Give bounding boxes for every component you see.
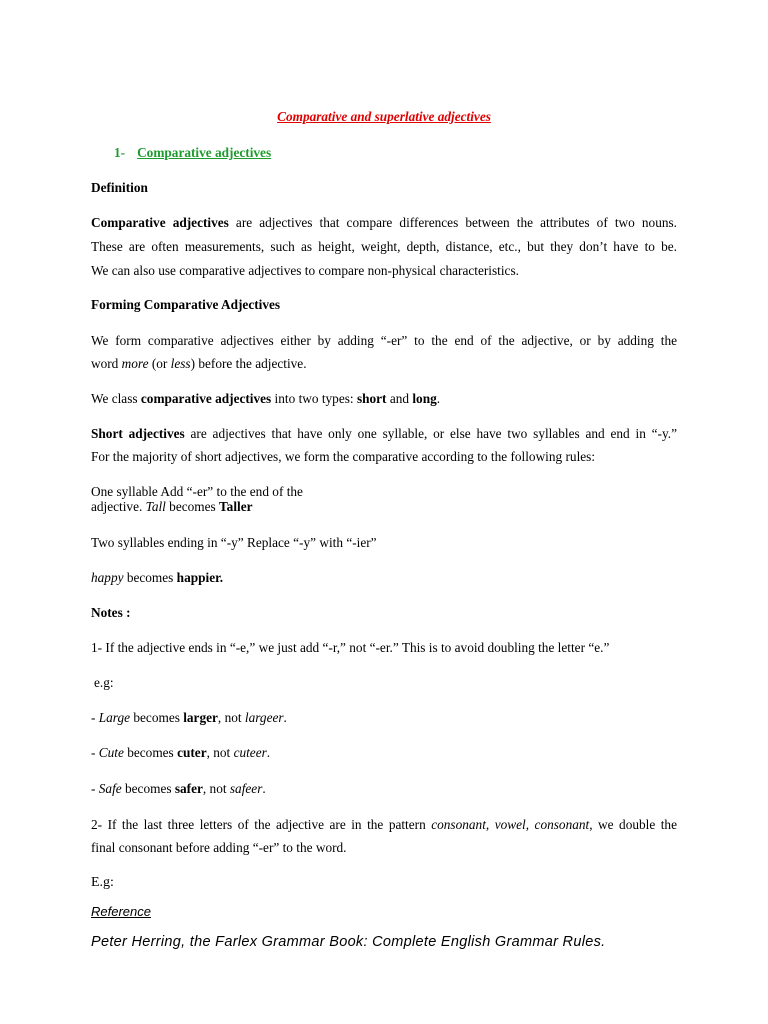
note-1-eg: e.g:: [94, 675, 114, 690]
note-2-eg: E.g:: [91, 875, 114, 890]
definition-line-2: These are often measurements, such as height, weight, depth, distance, etc., but they don’t have to be.: [91, 239, 677, 254]
document-title: Comparative and superlative adjectives: [277, 109, 491, 124]
definition-line-1: Comparative adjectives are adjectives that compare differences between the attributes of two nouns.: [91, 215, 677, 230]
section-number: 1-: [114, 145, 126, 160]
forming-heading: Forming Comparative Adjectives: [91, 297, 281, 312]
reference-citation: Peter Herring, the Farlex Grammar Book: Complete English Grammar Rules.: [91, 934, 606, 950]
rule2-line: Two syllables ending in “-y” Replace “-y” with “-ier”: [91, 535, 377, 550]
note-2-line-1: 2- If the last three letters of the adjective are in the pattern consonant, vowel, consonant, we double the: [91, 817, 677, 832]
note-2-line-2: final consonant before adding “-er” to the word.: [91, 840, 347, 855]
rule2-example: happy becomes happier.: [91, 570, 224, 585]
definition-term: Comparative adjectives: [91, 215, 229, 230]
forming-line-1: We form comparative adjectives either by adding “-er” to the end of the adjective, or by adding the: [91, 333, 677, 348]
reference-heading: Reference: [91, 904, 151, 919]
rule1-line-2: adjective. Tall becomes Taller: [91, 499, 253, 514]
rule1-line-1: One syllable Add “-er” to the end of the: [91, 484, 303, 499]
example-cute: - Cute becomes cuter, not cuteer.: [91, 745, 271, 760]
example-large: - Large becomes larger, not largeer.: [91, 710, 287, 725]
short-adj-line-1: Short adjectives are adjectives that have only one syllable, or else have two syllables and end in “-y.”: [91, 426, 677, 441]
forming-line-2: word more (or less) before the adjective.: [91, 356, 307, 371]
short-adj-line-2: For the majority of short adjectives, we form the comparative according to the following rules:: [91, 449, 596, 464]
definition-line-3: We can also use comparative adjectives to compare non-physical characteristics.: [91, 263, 519, 278]
example-safe: - Safe becomes safer, not safeer.: [91, 781, 266, 796]
definition-heading: Definition: [91, 180, 148, 195]
section-heading-comparative: [91, 144, 271, 161]
notes-heading: Notes :: [91, 605, 131, 620]
note-1: 1- If the adjective ends in “-e,” we just add “-r,” not “-er.” This is to avoid doubling the letter “e.”: [91, 640, 610, 655]
section-label: Comparative adjectives: [137, 145, 272, 160]
classes-line: We class comparative adjectives into two types: short and long.: [91, 391, 441, 406]
